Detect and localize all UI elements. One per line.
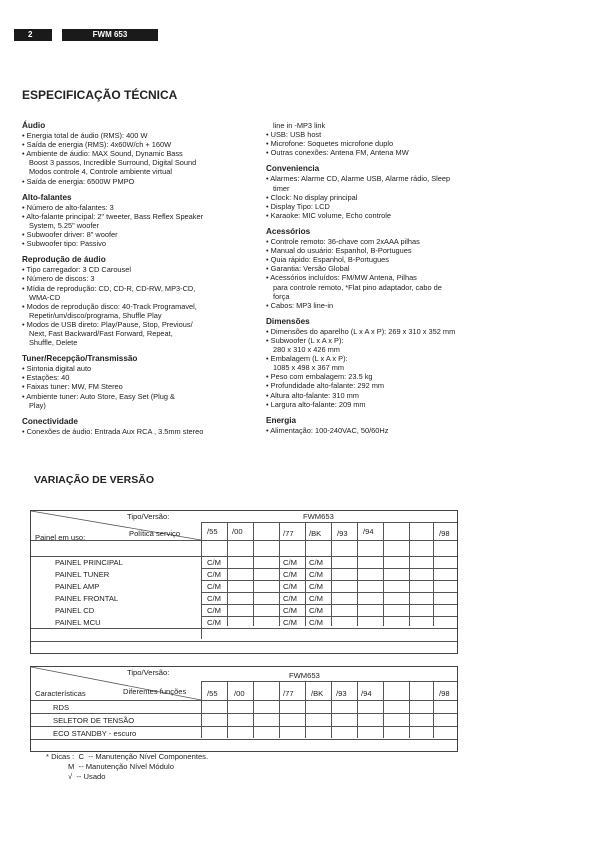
left-section: [22, 255, 247, 347]
left-section: [22, 121, 247, 186]
cell-cm: C/M: [207, 558, 221, 567]
spec-line: Shuffle, Delete: [29, 338, 78, 348]
spec-line: • Sintonia digital auto: [22, 364, 247, 373]
spec-line: • Saída de energia: 6500W PMPO: [22, 177, 247, 186]
spec-column-right: [266, 121, 498, 442]
panel-name: PAINEL PRINCIPAL: [55, 558, 123, 567]
section-heading: Tuner/Recepção/Transmissão: [22, 354, 138, 364]
code-00-2: /00: [234, 689, 245, 698]
spec-line: • Subwoofer tipo: Passivo: [22, 239, 247, 248]
spec-line: • Estações: 40: [22, 373, 247, 382]
section-heading: Alto-falantes: [22, 192, 72, 202]
spec-line: • Quia rápido: Espanhol, B-Portugues: [266, 255, 498, 264]
cell-cm: C/M: [207, 606, 221, 615]
spec-line: para controle remoto, *Flat pino adaptador, cabo de: [273, 282, 442, 292]
spec-line: • Subwoofer driver: 8" woofer: [22, 230, 247, 239]
panel-name: PAINEL FRONTAL: [55, 594, 119, 603]
spec-line: • USB: USB host: [266, 130, 498, 139]
code-bk-2: /BK: [311, 689, 324, 698]
spec-line: • Karaoke: MIC volume, Echo controle: [266, 211, 498, 220]
note-used: √ -- Usado: [68, 772, 106, 781]
spec-line: • Clock: No display principal: [266, 193, 498, 202]
section-heading: Dimensões: [266, 316, 310, 326]
model-header: FWM653: [303, 512, 334, 521]
cell-cm: C/M: [283, 606, 297, 615]
code-93-2: /93: [336, 689, 347, 698]
cell-cm: C/M: [283, 594, 297, 603]
section-heading: Conveniencia: [266, 164, 320, 174]
right-section: [266, 121, 498, 157]
section-heading: Conectividade: [22, 416, 78, 426]
left-section: [22, 354, 247, 410]
note-m: M -- Manutenção Nível Módulo: [68, 762, 174, 771]
spec-line: • Tipo carregador: 3 CD Carousel: [22, 265, 247, 274]
spec-line: • Alto-falante principal: 2" tweeter, Bass Reflex Speaker: [22, 212, 247, 221]
code-98: /98: [439, 529, 450, 538]
spec-line: line in -MP3 link: [273, 121, 326, 130]
spec-line: • Profundidade alto-falante: 292 mm: [266, 381, 498, 390]
cell-cm: C/M: [283, 558, 297, 567]
caracteristicas-label: Características: [35, 689, 86, 698]
spec-line: • Energia total de áudio (RMS): 400 W: [22, 131, 247, 140]
tipo-versao-label-2: Tipo/Versão:: [127, 668, 170, 677]
code-77: /77: [283, 529, 294, 538]
spec-line: • Alimentação: 100-240VAC, 50/60Hz: [266, 426, 498, 435]
cell-cm: C/M: [207, 618, 221, 627]
cell-cm: C/M: [309, 606, 323, 615]
spec-line: • Mídia de reprodução: CD, CD-R, CD-RW, MP3-CD,: [22, 284, 247, 293]
right-section: [266, 317, 498, 409]
cell-cm: C/M: [309, 594, 323, 603]
spec-line: • Subwoofer (L x A x P):: [266, 336, 498, 345]
spec-column-left: [22, 121, 247, 443]
spec-line: • Embalagem (L x A x P):: [266, 354, 498, 363]
tipo-versao-label: Tipo/Versão:: [127, 512, 170, 521]
painel-em-uso-label: Painel em uso:: [35, 533, 86, 542]
model-label: FWM 653: [62, 29, 158, 41]
cell-cm: C/M: [207, 570, 221, 579]
right-section: [266, 416, 498, 435]
spec-line: • Ambiente tuner: Auto Store, Easy Set (Plug &: [22, 392, 247, 401]
panel-name: PAINEL CD: [55, 606, 95, 615]
spec-line: • Manual do usuário: Espanhol, B-Portugues: [266, 246, 498, 255]
spec-line: • Outras conexões: Antena FM, Antena MW: [266, 148, 498, 157]
cell-cm: C/M: [207, 582, 221, 591]
panel-name: PAINEL TUNER: [55, 570, 110, 579]
spec-line: 1085 x 498 x 367 mm: [273, 363, 345, 373]
spec-line: Play): [29, 400, 46, 410]
spec-line: • Microfone: Soquetes microfone duplo: [266, 139, 498, 148]
left-section: [22, 417, 247, 436]
spec-line: WMA-CD: [29, 292, 61, 302]
spec-line: • Controle remoto: 36-chave com 2xAAA pilhas: [266, 237, 498, 246]
page-number: 2: [14, 29, 52, 41]
cell-cm: C/M: [309, 582, 323, 591]
cell-cm: C/M: [283, 618, 297, 627]
panel-name: PAINEL MCU: [55, 618, 101, 627]
spec-line: • Faixas tuner: MW, FM Stereo: [22, 382, 247, 391]
spec-line: • Alarmes: Alarme CD, Alarme USB, Alarme rádio, Sleep: [266, 174, 498, 183]
note-c: * Dicas : C -- Manutenção Nível Componentes.: [46, 752, 209, 761]
spec-line: Next, Fast Backward/Fast Forward, Repeat,: [29, 328, 173, 338]
spec-line: 280 x 310 x 426 mm: [273, 345, 340, 355]
code-93: /93: [337, 529, 348, 538]
section-heading: Acessórios: [266, 226, 311, 236]
model-header-2: FWM653: [289, 671, 320, 680]
spec-line: timer: [273, 183, 290, 193]
cell-cm: C/M: [283, 582, 297, 591]
row-rds: RDS: [53, 703, 70, 712]
code-00: /00: [232, 527, 243, 536]
spec-line: Modos controle 4, Controle ambiente virtual: [29, 167, 172, 177]
code-94: /94: [363, 527, 374, 536]
cell-cm: C/M: [207, 594, 221, 603]
spec-line: • Altura alto-falante: 310 mm: [266, 391, 498, 400]
right-section: [266, 227, 498, 310]
panel-name: PAINEL AMP: [55, 582, 100, 591]
code-55-2: /55: [207, 689, 218, 698]
spec-line: • Modos de reprodução disco: 40-Track Programavel,: [22, 302, 247, 311]
spec-line: • Display Tipo: LCD: [266, 202, 498, 211]
code-bk: /BK: [309, 529, 322, 538]
left-section: [22, 193, 247, 249]
section-heading: Áudio: [22, 121, 46, 130]
spec-line: • Modos de USB direto: Play/Pause, Stop, Previous/: [22, 320, 247, 329]
row-eco-standby: ECO STANDBY - escuro: [53, 729, 137, 738]
cell-cm: C/M: [309, 558, 323, 567]
spec-line: • Acessórios incluídos: FM/MW Antena, Pilhas: [266, 273, 498, 282]
code-98-2: /98: [439, 689, 450, 698]
section-heading: Energia: [266, 415, 297, 425]
page-title: ESPECIFICAÇÃO TÉCNICA: [22, 88, 178, 102]
cell-cm: C/M: [283, 570, 297, 579]
spec-line: • Número de alto-falantes: 3: [22, 203, 247, 212]
code-55: /55: [207, 527, 218, 536]
variation-title: VARIAÇÃO DE VERSÃO: [34, 474, 154, 486]
spec-line: • Dimensões do aparelho (L x A x P): 269 x 310 x 352 mm: [266, 327, 498, 336]
spec-line: • Ambiente de áudio: MAX Sound, Dynamic Bass: [22, 149, 247, 158]
spec-line: • Largura alto-falante: 209 mm: [266, 400, 498, 409]
right-section: [266, 164, 498, 220]
row-seletor-tensao: SELETOR DE TENSÃO: [53, 716, 135, 725]
version-table-panels: [30, 510, 458, 654]
code-94-2: /94: [361, 689, 372, 698]
spec-line: System, 5.25" woofer: [29, 220, 99, 230]
spec-line: • Número de discos: 3: [22, 274, 247, 283]
page-header: [14, 29, 158, 41]
spec-line: • Peso com embalagem: 23.5 kg: [266, 372, 498, 381]
section-heading: Reprodução de áudio: [22, 255, 106, 265]
cell-cm: C/M: [309, 570, 323, 579]
cell-cm: C/M: [309, 618, 323, 627]
diferentes-funcoes-label: Diferentes funções: [123, 687, 187, 696]
spec-line: força: [273, 291, 290, 301]
spec-line: • Garantia: Versão Global: [266, 264, 498, 273]
spec-line: • Saída de energia (RMS): 4x60W/ch + 160W: [22, 140, 247, 149]
politica-label: Política serviço: [129, 529, 181, 538]
notes: [46, 752, 208, 782]
spec-line: Boost 3 passos, Incredible Surround, Digital Sound: [29, 158, 197, 168]
spec-line: Repetir/um/disco/programa, Shuffle Play: [29, 310, 162, 320]
spec-line: • Conexões de áudio: Entrada Aux RCA , 3.5mm stereo: [22, 427, 247, 436]
spec-line: • Cabos: MP3 line-in: [266, 301, 498, 310]
code-77-2: /77: [283, 689, 294, 698]
version-table-functions: [30, 666, 458, 752]
